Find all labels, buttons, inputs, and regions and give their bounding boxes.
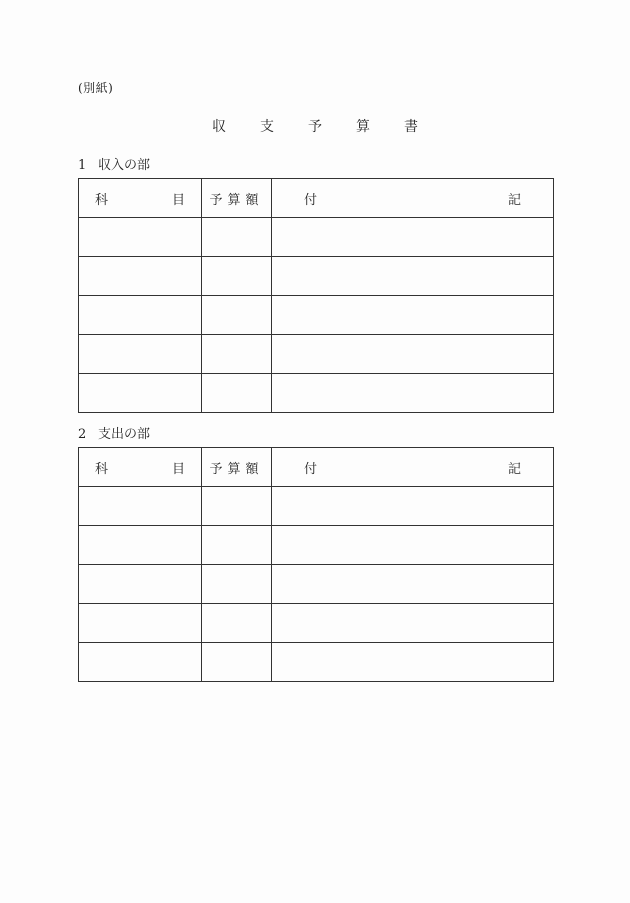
table-row <box>79 296 554 335</box>
document-title <box>0 116 630 136</box>
title-char: 支 <box>260 119 274 135</box>
section-number: 2 <box>78 427 87 442</box>
amount-cell[interactable] <box>202 526 272 565</box>
subject-cell[interactable] <box>79 643 202 682</box>
section-number: 1 <box>78 158 87 173</box>
amount-cell[interactable] <box>202 565 272 604</box>
note-cell[interactable] <box>272 643 554 682</box>
amount-cell[interactable] <box>202 487 272 526</box>
subject-header <box>79 179 202 218</box>
attachment-label: (別紙) <box>78 81 114 95</box>
table-row <box>79 565 554 604</box>
header-char: 科 <box>95 192 109 208</box>
header-char: 付 <box>304 192 318 208</box>
table-row <box>79 526 554 565</box>
amount-cell[interactable] <box>202 643 272 682</box>
expense-table <box>78 447 554 682</box>
subject-cell[interactable] <box>79 604 202 643</box>
subject-cell[interactable] <box>79 296 202 335</box>
note-cell[interactable] <box>272 335 554 374</box>
note-cell[interactable] <box>272 487 554 526</box>
expense-section-title <box>78 423 150 442</box>
header-char: 付 <box>304 461 318 477</box>
table-header-row <box>79 179 554 218</box>
table-header-row <box>79 448 554 487</box>
amount-cell[interactable] <box>202 257 272 296</box>
income-table <box>78 178 554 413</box>
section-label: 支出の部 <box>98 427 151 442</box>
subject-cell[interactable] <box>79 374 202 413</box>
subject-cell[interactable] <box>79 257 202 296</box>
table-row <box>79 374 554 413</box>
amount-cell[interactable] <box>202 218 272 257</box>
header-char: 記 <box>507 461 521 477</box>
subject-cell[interactable] <box>79 218 202 257</box>
income-section-title <box>78 154 150 173</box>
subject-header <box>79 448 202 487</box>
amount-cell[interactable] <box>202 335 272 374</box>
note-cell[interactable] <box>272 565 554 604</box>
amount-cell[interactable] <box>202 604 272 643</box>
table-row <box>79 257 554 296</box>
budget-amount-header: 予算額 <box>202 179 272 218</box>
title-char: 予 <box>308 119 322 135</box>
note-header <box>272 179 554 218</box>
header-char: 目 <box>171 461 185 477</box>
note-cell[interactable] <box>272 257 554 296</box>
subject-cell[interactable] <box>79 335 202 374</box>
note-header <box>272 448 554 487</box>
table-row <box>79 487 554 526</box>
header-char: 目 <box>171 192 185 208</box>
note-cell[interactable] <box>272 526 554 565</box>
note-cell[interactable] <box>272 374 554 413</box>
subject-cell[interactable] <box>79 565 202 604</box>
note-cell[interactable] <box>272 218 554 257</box>
title-char: 算 <box>356 119 370 135</box>
budget-amount-header: 予算額 <box>202 448 272 487</box>
table-row <box>79 643 554 682</box>
header-char: 記 <box>507 192 521 208</box>
amount-cell[interactable] <box>202 296 272 335</box>
title-char: 収 <box>212 119 226 135</box>
amount-cell[interactable] <box>202 374 272 413</box>
subject-cell[interactable] <box>79 526 202 565</box>
note-cell[interactable] <box>272 296 554 335</box>
subject-cell[interactable] <box>79 487 202 526</box>
table-row <box>79 604 554 643</box>
section-label: 収入の部 <box>98 158 151 173</box>
header-char: 科 <box>95 461 109 477</box>
title-char: 書 <box>404 119 418 135</box>
note-cell[interactable] <box>272 604 554 643</box>
table-row <box>79 335 554 374</box>
table-row <box>79 218 554 257</box>
